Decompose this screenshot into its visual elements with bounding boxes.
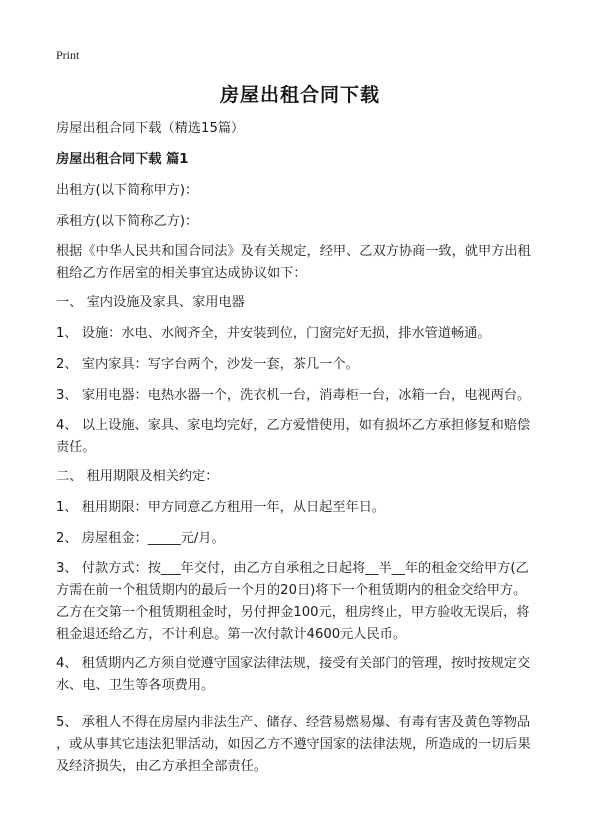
section-heading: 房屋出租合同下载 篇1 xyxy=(56,152,189,167)
lessor-line: 出租方(以下简称甲方)： xyxy=(56,183,199,198)
clause-1-3: 3、 家用电器：电热水器一个，洗衣机一台，消毒柜一台，冰箱一台，电视两台。 xyxy=(56,388,531,403)
clause-line: 水、电、卫生等各项费用。 xyxy=(56,678,215,693)
clause-2-1: 1、 租用期限：甲方同意乙方租用一年，从日起至年日。 xyxy=(56,500,386,515)
clause-2-4 xyxy=(56,653,552,697)
clause-line: ，或从事其它违法犯罪活动，如因乙方不遵守国家的法律法规，所造成的一切后果 xyxy=(56,737,531,752)
intro-line: 根据《中华人民共和国合同法》及有关规定，经甲、乙双方协商一致，就甲方出租 xyxy=(56,244,531,259)
print-label: Print xyxy=(56,48,80,62)
clause-line: 4、 以上设施、家具、家电均完好，乙方爱惜使用，如有损坏乙方承担修复和赔偿 xyxy=(56,418,531,433)
document-title: 房屋出租合同下载 xyxy=(219,84,380,106)
section-2-heading: 二、 租用期限及相关约定： xyxy=(56,469,219,484)
clause-line: 4、 租赁期内乙方须自觉遵守国家法律法规，接受有关部门的管理，按时按规定交 xyxy=(56,656,531,671)
clause-1-1: 1、 设施：水电、水阀齐全，并安装到位，门窗完好无损，排水管道畅通。 xyxy=(56,326,491,341)
clause-1-2: 2、 室内家具：写字台两个，沙发一套，茶几一个。 xyxy=(56,357,359,372)
clause-line: 5、 承租人不得在房屋内非法生产、储存、经营易燃易爆、有毒有害及黄色等物品 xyxy=(56,715,531,730)
clause-2-3 xyxy=(56,558,552,646)
clause-line: 方需在前一个租赁期内的最后一个月的20日)将下一个租赁期内的租金交给甲方。 xyxy=(56,583,527,598)
clause-2-5 xyxy=(56,712,552,778)
clause-line: 责任。 xyxy=(56,440,96,455)
clause-line: 3、 付款方式：按___年交付，由乙方自承租之日起将__半__年的租金交给甲方(乙 xyxy=(56,561,529,576)
clause-1-4 xyxy=(56,415,552,459)
clause-2-2: 2、 房屋租金：_____元/月。 xyxy=(56,531,225,546)
clause-line: 及经济损失，由乙方承担全部责任。 xyxy=(56,759,267,774)
intro-paragraph xyxy=(56,241,552,285)
intro-line: 租给乙方作居室的相关事宜达成协议如下： xyxy=(56,266,307,281)
clause-line: 乙方在交第一个租赁期租金时，另付押金100元，租房终止，甲方验收无误后，将 xyxy=(56,605,530,620)
lessee-line: 承租方(以下简称乙方)： xyxy=(56,214,199,229)
clause-line: 租金退还给乙方，不计利息。第一次付款计4600元人民币。 xyxy=(56,627,407,642)
document-subtitle: 房屋出租合同下载（精选15篇） xyxy=(56,121,245,136)
section-1-heading: 一、 室内设施及家具、家用电器 xyxy=(56,295,245,310)
